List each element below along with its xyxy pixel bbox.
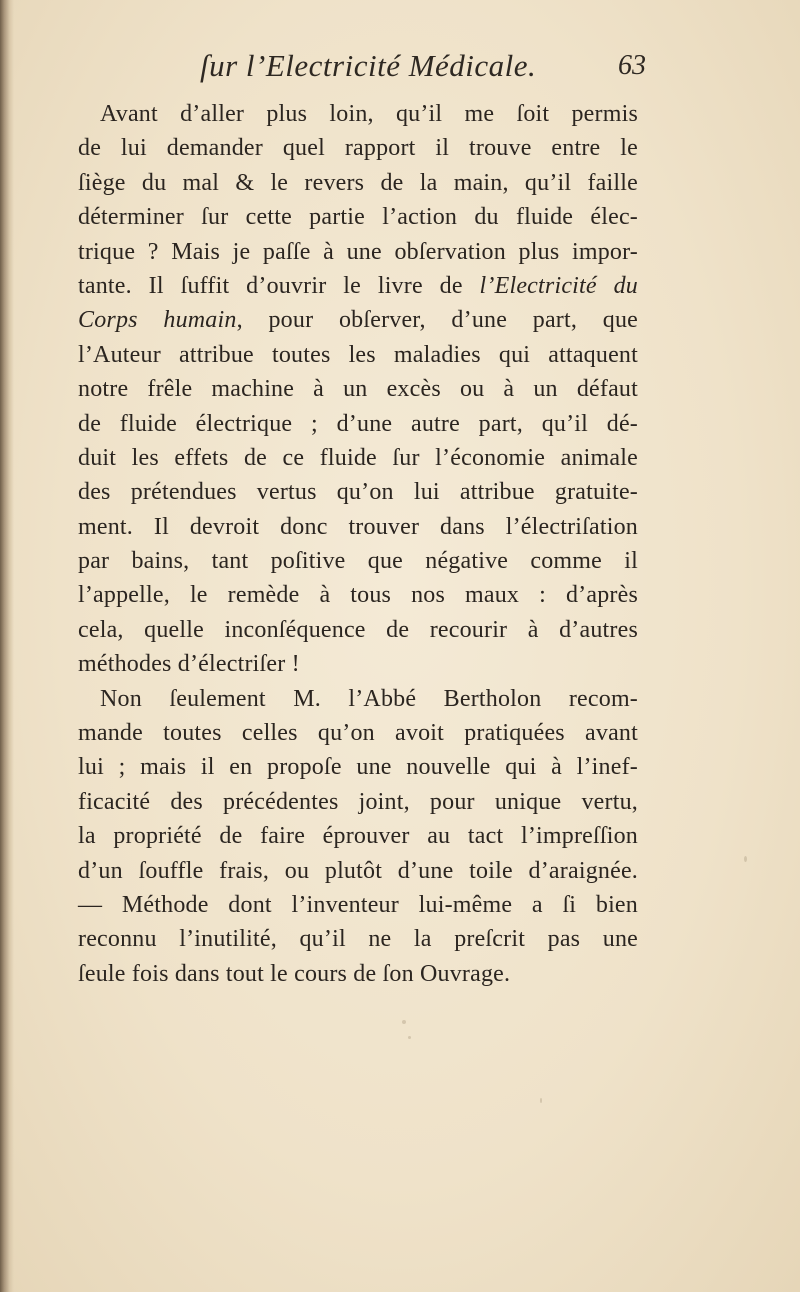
- book-title-italic: l’Electricité du: [479, 272, 638, 299]
- paper-speck: [540, 1098, 542, 1103]
- text-line: ſeule fois dans tout le cours de ſon Ouvrage.: [78, 960, 511, 987]
- paper-speck: [402, 1020, 406, 1024]
- text-line: ficacité des précédentes joint, pour unique vertu,: [78, 788, 638, 815]
- text-line: [78, 269, 638, 303]
- page-number: 63: [618, 50, 646, 81]
- text-line-segment: pour obſerver, d’une part, que: [268, 307, 638, 334]
- text-line: reconnu l’inutilité, qu’il ne la preſcrit pas une: [78, 926, 638, 953]
- text-line: duit les effets de ce fluide ſur l’économie animale: [78, 444, 638, 471]
- text-line: d’un ſouffle frais, ou plutôt d’une toile d’araignée.: [78, 857, 638, 884]
- text-line: Corps humain, pour obſerver, d’une part, que: [78, 307, 638, 334]
- text-line: par bains, tant poſitive que négative comme il: [78, 548, 638, 575]
- paper-speck: [744, 856, 747, 862]
- text-line: notre frêle machine à un excès ou à un défaut: [78, 376, 638, 403]
- text-line: Non ſeulement M. l’Abbé Bertholon recom-: [100, 685, 638, 712]
- text-line: méthodes d’électriſer !: [78, 651, 300, 678]
- text-line: déterminer ſur cette partie l’action du fluide élec-: [78, 204, 638, 231]
- text-line: mande toutes celles qu’on avoit pratiquées avant: [78, 720, 638, 747]
- text-line: la propriété de faire éprouver au tact l’impreſſion: [78, 823, 638, 850]
- text-line-segment: tante. Il ſuffit d’ouvrir le livre de: [78, 272, 480, 299]
- text-line: ment. Il devroit donc trouver dans l’électriſation: [78, 513, 638, 540]
- text-line: ſiège du mal & le revers de la main, qu’il faille: [78, 169, 638, 196]
- text-line: lui ; mais il en propoſe une nouvelle qui à l’inef-: [78, 754, 638, 781]
- text-line: cela, quelle inconſéquence de recourir à d’autres: [78, 616, 638, 643]
- text-line: de fluide électrique ; d’une autre part, qu’il dé-: [78, 410, 638, 437]
- paper-speck: [408, 1036, 411, 1039]
- text-line: Avant d’aller plus loin, qu’il me ſoit permis: [100, 101, 638, 127]
- running-head-title: ſur l’Electricité Médicale.: [200, 48, 537, 83]
- text-line: l’Auteur attribue toutes les maladies qui attaquent: [78, 341, 638, 368]
- text-line: l’appelle, le remède à tous nos maux : d’après: [78, 582, 638, 609]
- text-line: trique ? Mais je paſſe à une obſervation plus impor-: [78, 238, 638, 265]
- text-line: des prétendues vertus qu’on lui attribue gratuite-: [78, 479, 638, 506]
- body-text: [78, 97, 638, 991]
- book-title-italic: Corps humain: [78, 307, 237, 334]
- text-line: de lui demander quel rapport il trouve entre le: [78, 135, 638, 162]
- running-head: [0, 48, 800, 92]
- page-binding-edge: [0, 0, 14, 1292]
- text-line: — Méthode dont l’inventeur lui-même a ſi bien: [78, 891, 638, 918]
